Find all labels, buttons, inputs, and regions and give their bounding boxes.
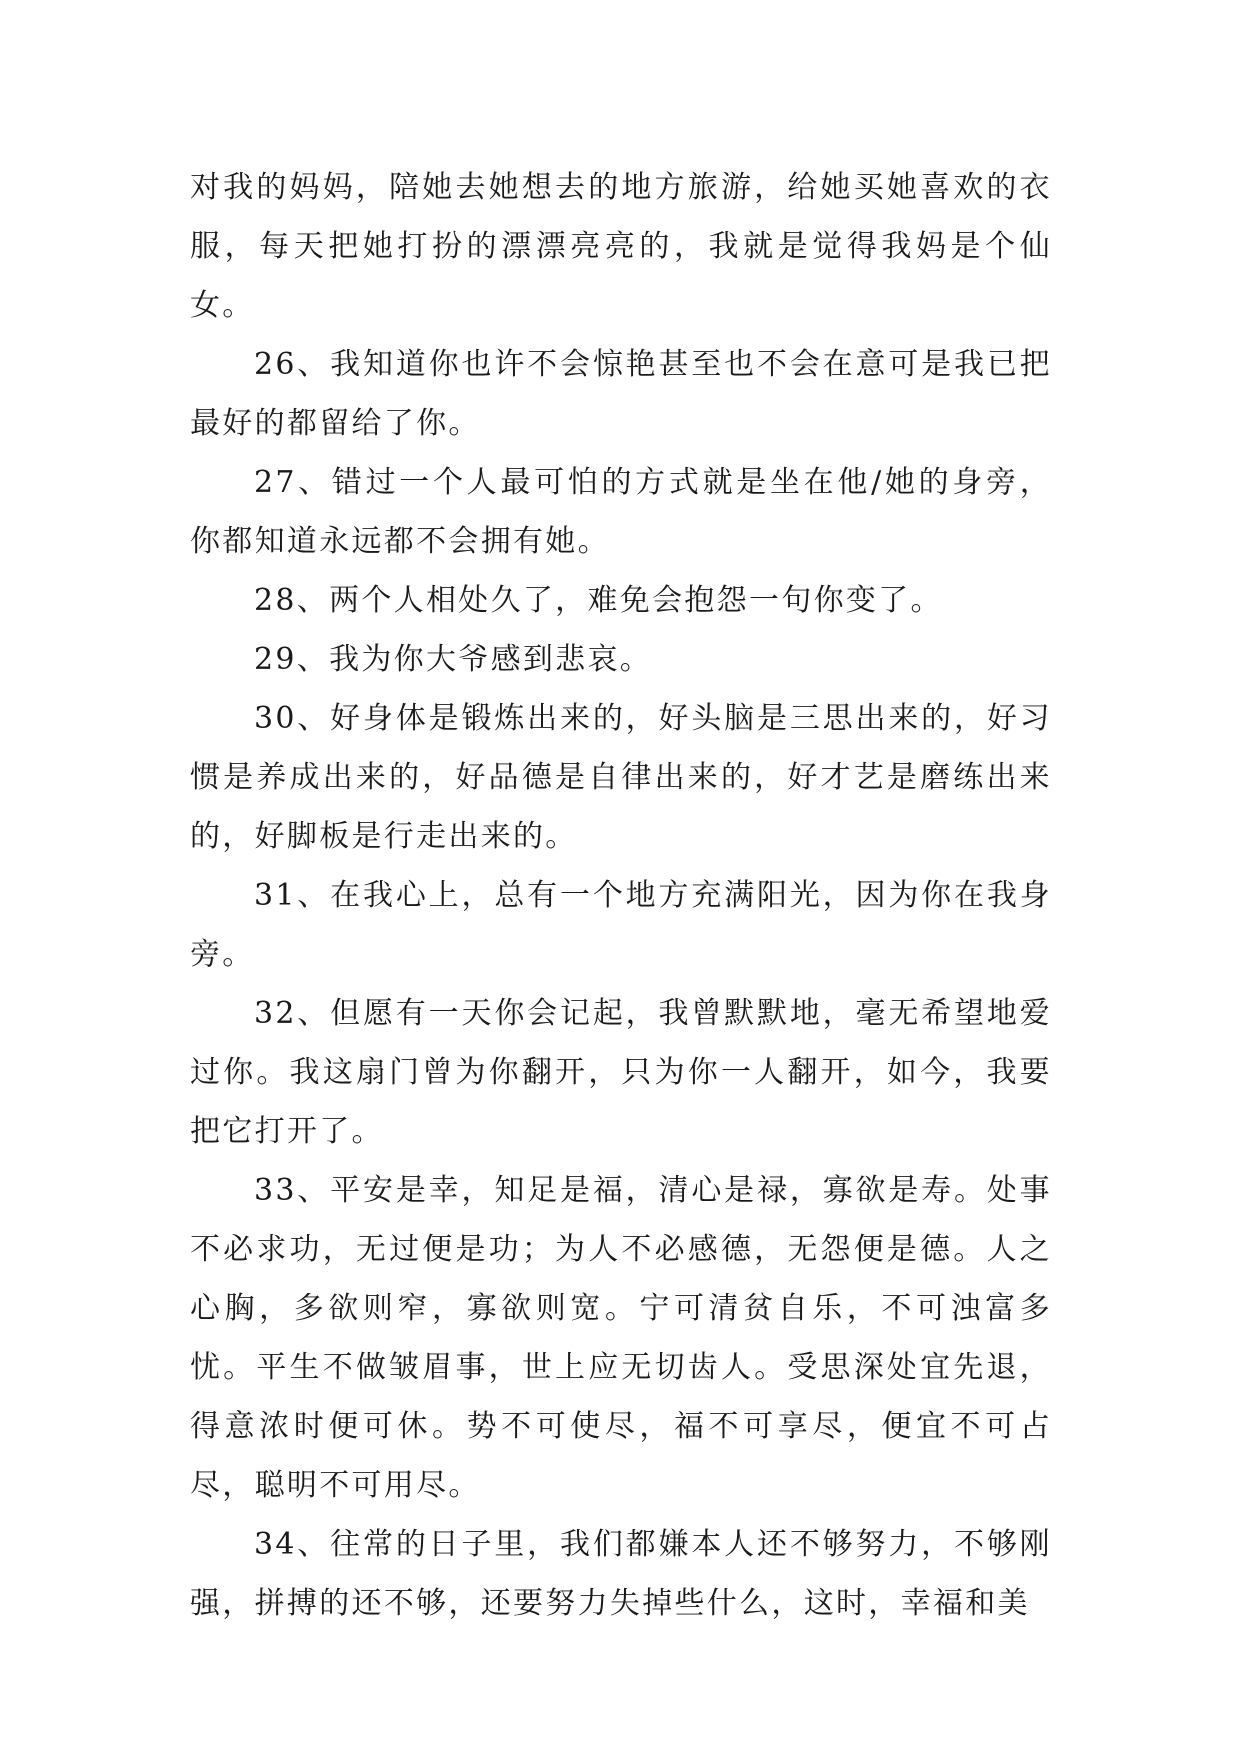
paragraph-26: 26、我知道你也许不会惊艳甚至也不会在意可是我已把最好的都留给了你。 [190, 347, 1052, 441]
paragraph-30: 30、好身体是锻炼出来的，好头脑是三思出来的，好习惯是养成出来的，好品德是自律出来的，好才艺是磨练出来的，好脚板是行走出来的。 [190, 701, 1052, 854]
paragraph-28: 28、两个人相处久了，难免会抱怨一句你变了。 [254, 583, 943, 618]
paragraph-33: 33、平安是幸，知足是福，清心是禄，寡欲是寿。处事不必求功，无过便是功；为人不必感德，无怨便是德。人之心胸，多欲则窄，寡欲则宽。宁可清贫自乐，不可浊富多忧。平生不做皱眉事，世上应无切齿人。受思深处宜先退，得意浓时便可休。势不可使尽，福不可享尽，便宜不可占尽，聪明不可用尽。 [190, 1173, 1052, 1503]
paragraph-continuation: 对我的妈妈，陪她去她想去的地方旅游，给她买她喜欢的衣服，每天把她打扮的漂漂亮亮的，我就是觉得我妈是个仙女。 [190, 170, 1052, 323]
paragraph-27: 27、错过一个人最可怕的方式就是坐在他/她的身旁，你都知道永远都不会拥有她。 [190, 465, 1052, 559]
paragraph-32: 32、但愿有一天你会记起，我曾默默地，毫无希望地爱过你。我这扇门曾为你翻开，只为你一人翻开，如今，我要把它打开了。 [190, 996, 1052, 1149]
document-body [190, 158, 1052, 1633]
paragraph-34: 34、往常的日子里，我们都嫌本人还不够努力，不够刚强，拼搏的还不够，还要努力失掉些什么，这时，幸福和美 [190, 1527, 1052, 1621]
paragraph-31: 31、在我心上，总有一个地方充满阳光，因为你在我身旁。 [190, 878, 1052, 972]
paragraph-29: 29、我为你大爷感到悲哀。 [254, 642, 653, 677]
